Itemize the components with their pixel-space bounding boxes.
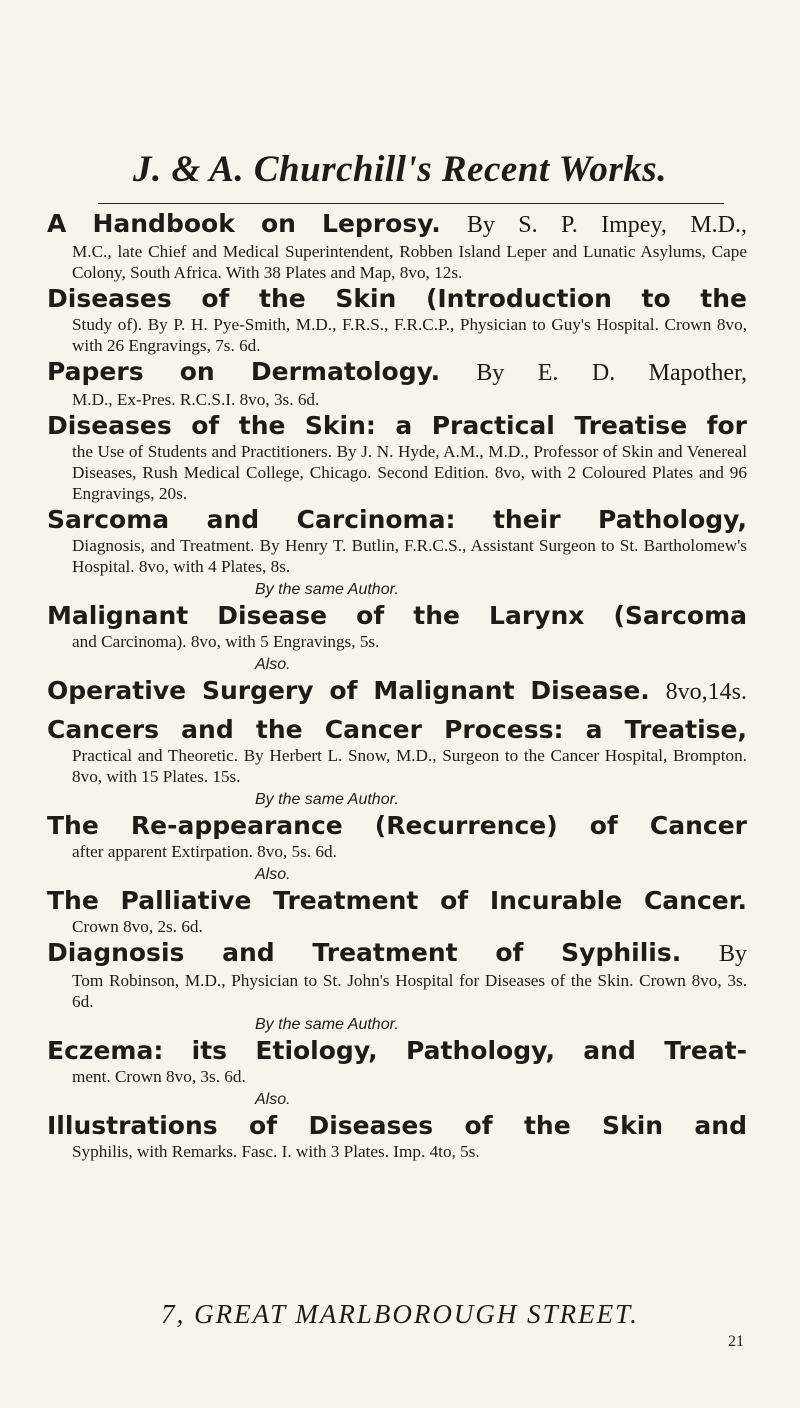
book-author-lead: By — [718, 941, 747, 967]
book-title: Diseases of the Skin (Introduction to the — [47, 284, 747, 313]
book-details: Syphilis, with Remarks. Fasc. I. with 3 Plates. Imp. 4to, 5s. — [72, 1142, 480, 1161]
book-author-lead: By S. P. Impey, M.D., — [466, 212, 747, 238]
book-details: M.C., late Chief and Medical Superintendent, Robben Island Leper and Lunatic Asylums, Cape Colony, South Africa. With 38 Plates and Map, 8vo, 12s. — [72, 242, 747, 282]
book-details: Study of). By P. H. Pye-Smith, M.D., F.R.S., F.R.C.P., Physician to Guy's Hospital. Crown 8vo, with 26 Engravings, 7s. 6d. — [72, 315, 747, 355]
book-entry — [47, 675, 747, 708]
book-details: the Use of Students and Practitioners. By J. N. Hyde, A.M., M.D., Professor of Skin and Venereal Diseases, Rush Medical College, Chicago. Second Edition. 8vo, with 2 Coloured Plates and 96 Engravings, 20s. — [72, 442, 747, 503]
page-header: J. & A. Churchill's Recent Works. — [133, 149, 667, 190]
book-title — [47, 675, 747, 708]
book-entry — [47, 283, 747, 356]
book-entry — [47, 810, 747, 885]
book-title: Diseases of the Skin: a Practical Treatise for — [47, 411, 747, 440]
book-title-text: Diagnosis and Treatment of Syphilis. — [47, 938, 682, 967]
book-entry — [47, 600, 747, 675]
same-author-note: Also. — [255, 866, 291, 883]
publisher-address: 7, GREAT MARLBOROUGH STREET. — [161, 1299, 639, 1329]
book-entry — [47, 504, 747, 600]
book-title-text: Operative Surgery of Malignant Disease. — [47, 676, 650, 705]
book-title — [47, 208, 747, 241]
book-title: The Palliative Treatment of Incurable Cancer. — [47, 886, 747, 915]
book-title: The Re-appearance (Recurrence) of Cancer — [47, 811, 747, 840]
book-title-text: A Handbook on Leprosy. — [47, 209, 441, 238]
same-author-note: By the same Author. — [255, 581, 399, 598]
book-title — [47, 937, 747, 970]
book-entry — [47, 714, 747, 810]
book-details: M.D., Ex-Pres. R.C.S.I. 8vo, 3s. 6d. — [72, 390, 320, 409]
same-author-note: By the same Author. — [255, 791, 399, 808]
same-author-note: Also. — [255, 656, 291, 673]
book-details: and Carcinoma). 8vo, with 5 Engravings, 5s. — [72, 632, 380, 651]
book-title: Cancers and the Cancer Process: a Treatise, — [47, 715, 747, 744]
book-details: Crown 8vo, 2s. 6d. — [72, 917, 203, 936]
book-entry — [47, 1110, 747, 1162]
book-details: Tom Robinson, M.D., Physician to St. John's Hospital for Diseases of the Skin. Crown 8vo, 3s. 6d. — [72, 971, 747, 1011]
book-title: Eczema: its Etiology, Pathology, and Treat- — [47, 1036, 747, 1065]
book-entry — [47, 208, 747, 283]
book-title — [47, 356, 747, 389]
same-author-note: By the same Author. — [255, 1016, 399, 1033]
book-entry — [47, 937, 747, 1035]
book-details: Diagnosis, and Treatment. By Henry T. Butlin, F.R.C.S., Assistant Surgeon to St. Bartholomew's Hospital. 8vo, with 4 Plates, 8s. — [72, 536, 747, 576]
book-title-text: Papers on Dermatology. — [47, 357, 441, 386]
header-rule — [98, 203, 724, 204]
book-title: Malignant Disease of the Larynx (Sarcoma — [47, 601, 747, 630]
book-entry — [47, 410, 747, 504]
book-entry — [47, 1035, 747, 1110]
book-details: ment. Crown 8vo, 3s. 6d. — [72, 1067, 246, 1086]
book-author-lead: By E. D. Mapother, — [476, 360, 747, 386]
book-list — [47, 208, 747, 1162]
same-author-note: Also. — [255, 1091, 291, 1108]
book-price: 8vo,14s. — [665, 679, 747, 705]
book-details: Practical and Theoretic. By Herbert L. Snow, M.D., Surgeon to the Cancer Hospital, Brompton. 8vo, with 15 Plates. 15s. — [72, 746, 747, 786]
book-entry — [47, 356, 747, 410]
page-number: 21 — [728, 1333, 744, 1350]
book-details: after apparent Extirpation. 8vo, 5s. 6d. — [72, 842, 337, 861]
book-title: Sarcoma and Carcinoma: their Pathology, — [47, 505, 747, 534]
book-title: Illustrations of Diseases of the Skin and — [47, 1111, 747, 1140]
book-entry — [47, 885, 747, 937]
